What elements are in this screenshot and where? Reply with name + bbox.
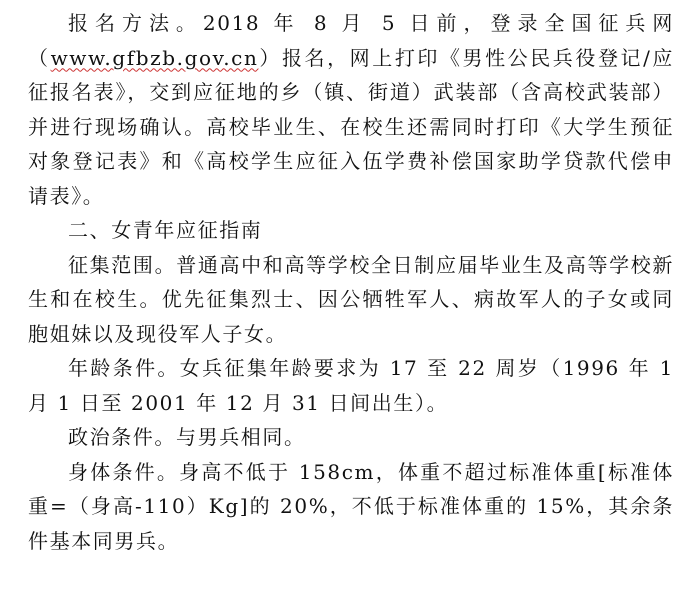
- paragraph-physical-requirement: 身体条件。身高不低于 158cm，体重不超过标准体重[标准体重=（身高-110）Kg]的 20%，不低于标准体重的 15%，其余条件基本同男兵。: [28, 459, 674, 553]
- paragraph-age-requirement: 年龄条件。女兵征集年龄要求为 17 至 22 周岁（1996 年 1 月 1 日至 2001 年 12 月 31 日间出生）。: [28, 356, 674, 415]
- registration-text-before-url: 报名方法。2018 年 8 月 5 日前，登录全国征兵网（: [28, 11, 674, 70]
- section-heading-female-recruitment: 二、女青年应征指南: [68, 218, 263, 242]
- recruitment-website-url: www.gfbzb.gov.cn: [50, 45, 259, 70]
- paragraph-registration-method: [28, 6, 674, 213]
- registration-text-after-url: ）报名，网上打印《男性公民兵役登记/应征报名表》，交到应征地的乡（镇、街道）武装部（含高校武装部）并进行现场确认。高校毕业生、在校生还需同时打印《大学生预征对象登记表》和《高校学生应征入伍学费补偿国家助学贷款代偿申请表》。: [28, 45, 674, 208]
- paragraph-political-requirement: 政治条件。与男兵相同。: [68, 425, 306, 449]
- paragraph-recruitment-scope: 征集范围。普通高中和高等学校全日制应届毕业生及高等学校新生和在校生。优先征集烈士、因公牺牲军人、病故军人的子女或同胞姐妹以及现役军人子女。: [28, 252, 674, 346]
